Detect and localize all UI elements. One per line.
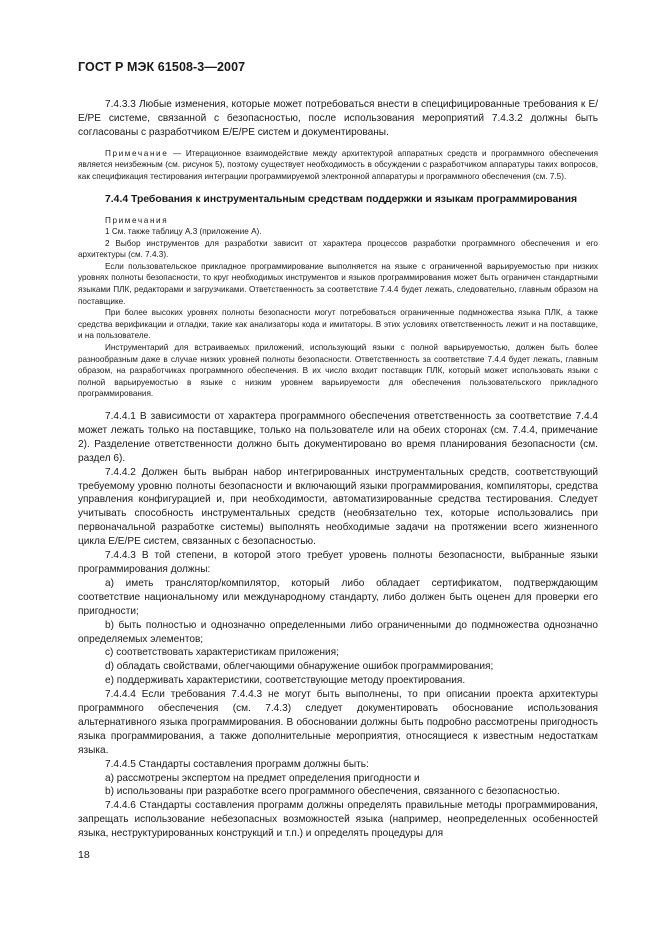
page-content [78,98,598,841]
list-item-a-2: а) рассмотрены экспертом на предмет определения пригодности и [105,772,420,784]
list-item-b-2: b) использованы при разработке всего программного обеспечения, связанного с безопасностью. [105,786,560,798]
paragraph-7-4-3-3: 7.4.3.3 Любые изменения, которые может потребоваться внести в специфицированные требования к Е/Е/РЕ системе, связанной с безопасностью, после использования мероприятий 7.4.3.2 должны быть согласованы с разработчиком Е/Е/РЕ систем и документированы. [78,99,598,138]
list-item-a: а) иметь транслятор/компилятор, который либо обладает сертификатом, подтверждающим соответствие национальному или международному стандарту, либо должен быть оценен для проверки его пригодности; [78,577,598,617]
page-number: 18 [78,849,90,861]
paragraph-7-4-4-4: 7.4.4.4 Если требования 7.4.4.3 не могут быть выполнены, то при описании проекта архитектуры программного обеспечения (см. 7.4.3) следует документировать обоснование использования альтернативного языка программирования. В обосновании должны быть подробно рассмотрены пригодность языка программирования, а также дополнительные мероприятия, относящиеся к известным недостаткам языка. [78,689,598,756]
list-item-e: е) поддерживать характеристики, соответствующие методу проектирования. [105,675,466,687]
note-2-para-2: При более высоких уровнях полноты безопасности могут потребоваться ограниченные подмножества языка ПЛК, а также средства верификации и отладки, такие как анализаторы кода и имитаторы. В этих условиях ответственность лежит и на поставщике, и на пользователе. [78,308,598,341]
note-1: 1 См. также таблицу А.3 (приложение А). [105,227,262,237]
note-7-4-3-3 [78,148,598,183]
paragraph-7-4-4-6: 7.4.4.6 Стандарты составления программ должны определять правильные методы программирования, запрещать использование небезопасных возможностей языка (например, неопределенных особенностей языка, неструктурированных конструкций и т.п.) и определять процедуры для [78,800,598,840]
document-header: ГОСТ Р МЭК 61508-3—2007 [78,60,246,74]
paragraph-7-4-4-5: 7.4.4.5 Стандарты составления программ должны быть: [105,758,369,770]
note-2: 2 Выбор инструментов для разработки зависит от характера процессов разработки программного обеспечения и его архитектуры (см. 7.4.3). [78,238,598,260]
list-item-b: b) быть полностью и однозначно определенными либо ограниченными до подмножества однозначно определяемых элементов; [78,619,598,645]
section-heading-7-4-4: 7.4.4 Требования к инструментальным средствам поддержки и языкам программирования [105,193,578,205]
note-2-para-1: Если пользовательское прикладное программирование выполняется на языке с ограниченной варьируемостью при низких уровнях полноты безопасности, то круг необходимых инструментов и языков программирования может быть ограничен стандартными языками ПЛК, редакторами и загрузчиками. Ответственность за соответствие 7.4.4 будет лежать, следовательно, главным образом на поставщике. [78,261,598,306]
paragraph-7-4-4-2: 7.4.4.2 Должен быть выбран набор интегрированных инструментальных средств, соответствующий требуемому уровню полноты безопасности и включающий языки программирования, компиляторы, средства управления конфигурацией и, при необходимости, автоматизированные средства тестирования. Следует учитывать способность инструментальных средств (необязательно тех, которые использовались при первоначальной разработке системы) выполнять необходимые задачи на протяжении всего жизненного цикла Е/Е/РЕ систем, связанных с безопасностью. [78,466,598,548]
note-2-para-3: Инструментарий для встраиваемых приложений, использующий языки с полной варьируемостью, должен быть более разнообразным даже в случае низких уровней полноты безопасности. Ответственность за соответствие 7.4.4 будет лежать, главным образом, на разработчиках программного обеспечения. В их число входит поставщик ПЛК, который может использовать языки с полной варьируемостью в языке с низким уровнем варьируемости для обеспечения пользовательского прикладного программирования. [78,343,598,399]
list-item-d: d) обладать свойствами, облегчающими обнаружение ошибок программирования; [105,661,494,673]
note-text: — Итерационное взаимодействие между архитектурой аппаратных средств и программного обеспечения является неизбежным (см. рисунок 5), поэтому существует необходимость в обсуждении с разработчиком аппаратуры таких вопросов, как спецификация тестирования интеграции программируемой электронной аппаратуры и программного обеспечения (см. 7.5). [78,148,598,181]
paragraph-7-4-4-3: 7.4.4.3 В той степени, в которой этого требует уровень полноты безопасности, выбранные языки программирования должны: [78,550,598,575]
list-item-c: с) соответствовать характеристикам приложения; [105,647,339,659]
notes-label: Примечания [105,215,169,225]
paragraph-7-4-4-1: 7.4.4.1 В зависимости от характера программного обеспечения ответственность за соответствие 7.4.4 может лежать только на поставщике, только на пользователе или на обеих сторонах (см. 7.4.4, примечание 2). Разделение ответственности должно быть документировано во время планирования безопасности (см. раздел 6). [78,411,598,464]
note-label: Примечание [105,148,169,158]
